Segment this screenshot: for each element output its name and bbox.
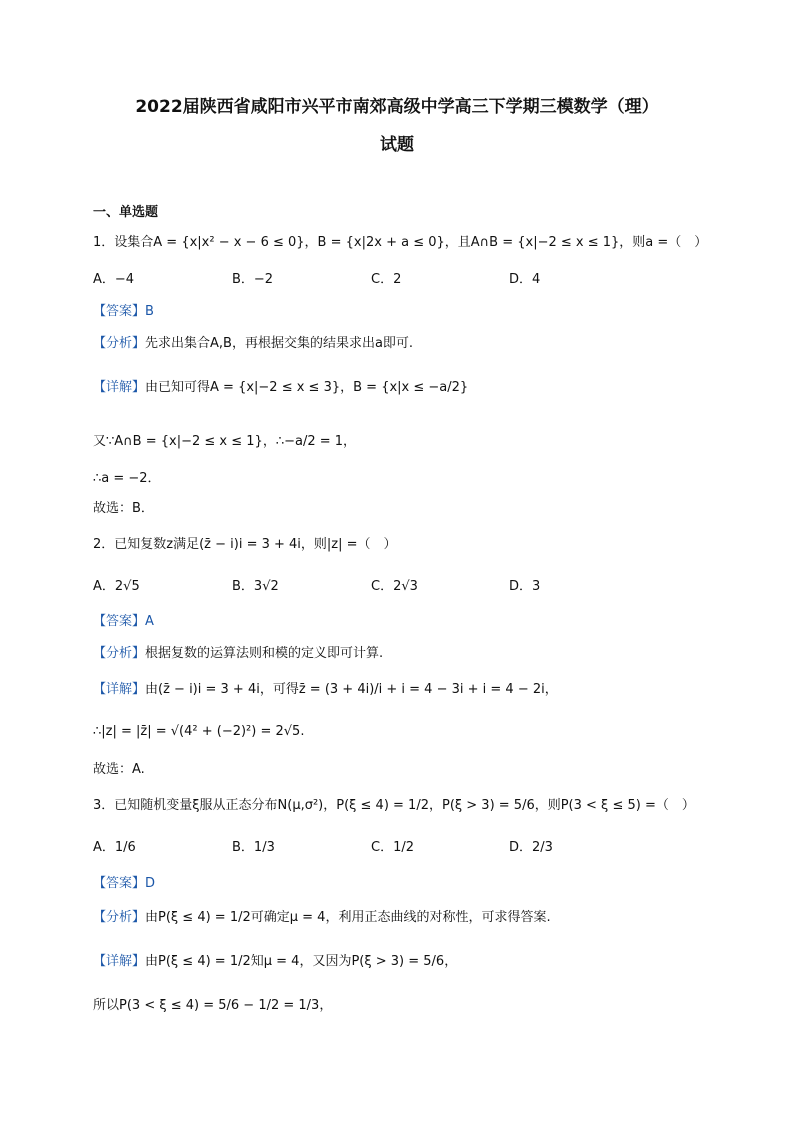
q3-analysis bbox=[93, 908, 551, 928]
q3-option-b: B．1/3 bbox=[232, 840, 275, 855]
q3-detail bbox=[93, 952, 457, 972]
q1-detail-tag: 【详解】 bbox=[93, 380, 146, 395]
q1-option-b: B．−2 bbox=[232, 272, 274, 287]
q3-detail-text: 由P(ξ ≤ 4) = 1/2知μ = 4，又因为P(ξ > 3) = 5/6， bbox=[145, 954, 458, 969]
q1-option-a: A．−4 bbox=[93, 272, 135, 287]
q3-analysis-tag: 【分析】 bbox=[93, 910, 146, 925]
q2-option-c: C．2√3 bbox=[371, 579, 418, 594]
q1-analysis-text: 先求出集合A,B，再根据交集的结果求出a即可. bbox=[145, 336, 414, 351]
q2-answer: 【答案】A bbox=[93, 614, 154, 629]
q2-option-a: A．2√5 bbox=[93, 579, 140, 594]
q2-analysis-tag: 【分析】 bbox=[93, 646, 146, 661]
section-heading: 一、单选题 bbox=[93, 205, 159, 220]
q1-detail bbox=[93, 378, 468, 398]
q1-option-d: D．4 bbox=[509, 272, 541, 287]
q1-detail-text: 由已知可得A = {x|−2 ≤ x ≤ 3}，B = {x|x ≤ −a/2} bbox=[145, 380, 469, 395]
q2-stem: 2．已知复数z满足(z̄ − i)i = 3 + 4i，则|z| =（ ） bbox=[93, 537, 397, 552]
q1-analysis bbox=[93, 334, 413, 354]
q1-stem: 1．设集合A = {x|x² − x − 6 ≤ 0}，B = {x|2x + a ≤ 0}，且A∩B = {x|−2 ≤ x ≤ 1}，则a =（ ） bbox=[93, 235, 708, 250]
q3-stem: 3．已知随机变量ξ服从正态分布N(μ,σ²)，P(ξ ≤ 4) = 1/2，P(ξ > 3) = 5/6，则P(3 < ξ ≤ 5) =（ ） bbox=[93, 798, 695, 813]
q3-answer: 【答案】D bbox=[93, 876, 156, 891]
q1-answer: 【答案】B bbox=[93, 304, 154, 319]
q2-step2: ∴|z| = |z̄| = √(4² + (−2)²) = 2√5. bbox=[93, 724, 305, 739]
q3-option-d: D．2/3 bbox=[509, 840, 553, 855]
q2-option-b: B．3√2 bbox=[232, 579, 279, 594]
q2-detail-text: 由(z̄ − i)i = 3 + 4i，可得z̄ = (3 + 4i)/i + i = 4 − 3i + i = 4 − 2i， bbox=[145, 682, 558, 697]
q1-step3: ∴a = −2． bbox=[93, 471, 161, 486]
document-title-line2: 试题 bbox=[380, 135, 414, 155]
q1-analysis-tag: 【分析】 bbox=[93, 336, 146, 351]
q3-option-c: C．1/2 bbox=[371, 840, 414, 855]
q2-option-d: D．3 bbox=[509, 579, 541, 594]
q3-detail-tag: 【详解】 bbox=[93, 954, 146, 969]
q3-option-a: A．1/6 bbox=[93, 840, 136, 855]
q2-detail-tag: 【详解】 bbox=[93, 682, 146, 697]
document-title-line1: 2022届陕西省咸阳市兴平市南郊高级中学高三下学期三模数学（理） bbox=[135, 97, 659, 117]
q1-step2: 又∵A∩B = {x|−2 ≤ x ≤ 1}，∴−a/2 = 1， bbox=[93, 434, 357, 449]
q1-option-c: C．2 bbox=[371, 272, 402, 287]
q2-analysis-text: 根据复数的运算法则和模的定义即可计算. bbox=[145, 646, 384, 661]
q2-detail bbox=[93, 680, 558, 700]
q2-choose: 故选：A. bbox=[93, 762, 145, 777]
q1-choose: 故选：B． bbox=[93, 501, 154, 516]
q3-analysis-text: 由P(ξ ≤ 4) = 1/2可确定μ = 4，利用正态曲线的对称性，可求得答案. bbox=[145, 910, 551, 925]
q2-analysis bbox=[93, 644, 383, 664]
q3-step2: 所以P(3 < ξ ≤ 4) = 5/6 − 1/2 = 1/3， bbox=[93, 998, 333, 1013]
